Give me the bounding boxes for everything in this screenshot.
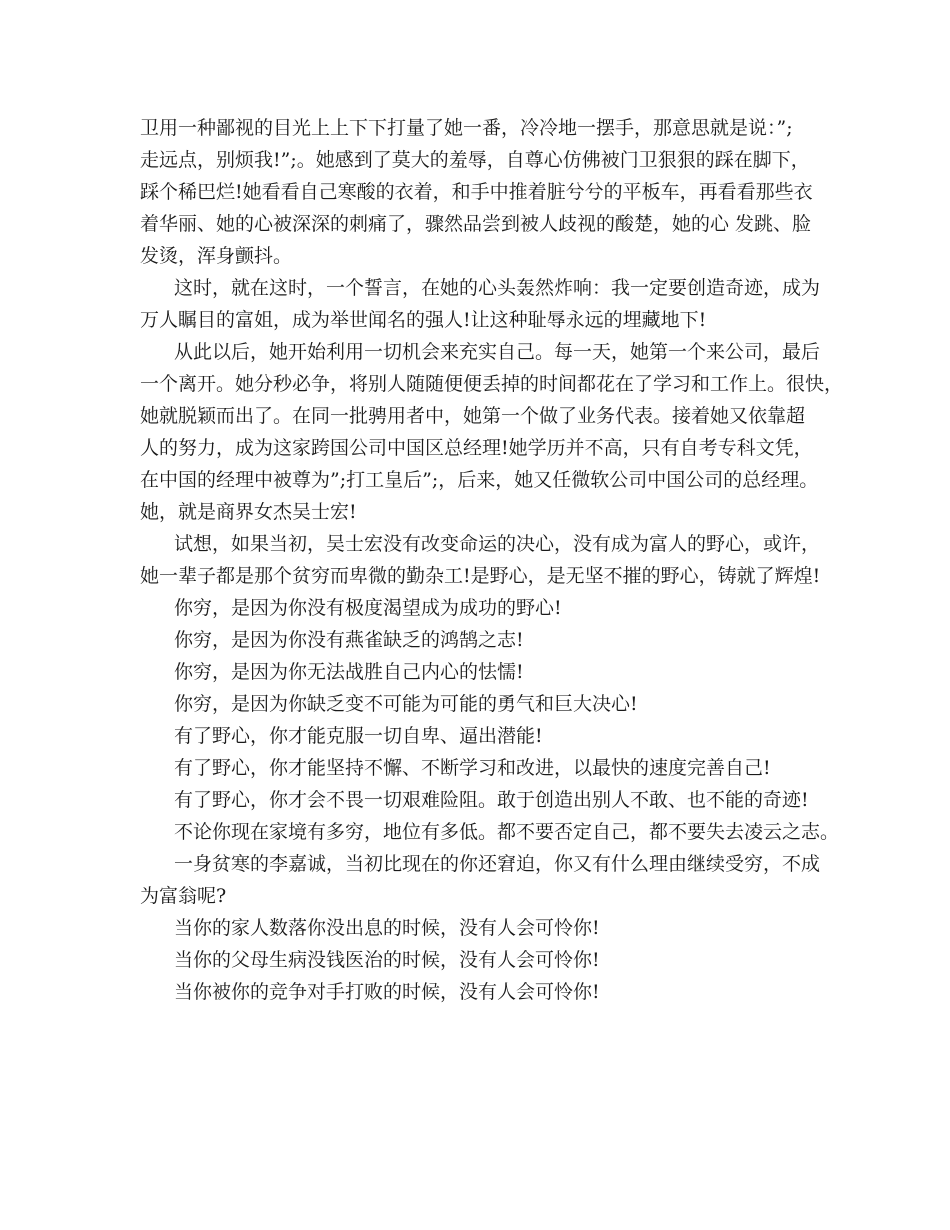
text-line: 她就脱颖而出了。在同一批骋用者中，她第一个做了业务代表。接着她又依靠超 (140, 405, 806, 427)
paragraph-start-line: 你穷，是因为你缺乏变不可能为可能的勇气和巨大决心! (174, 693, 638, 715)
text-line: 一个离开。她分秒必争，将别人随随便便丢掉的时间都花在了学习和工作上。很快， (140, 373, 844, 395)
text-line: 走远点，别烦我!”;。她感到了莫大的羞辱，自尊心仿佛被门卫狠狠的踩在脚下， (140, 149, 810, 171)
text-line: 踩个稀巴烂!她看看自己寒酸的衣着，和手中推着脏兮兮的平板车，再看看那些衣 (140, 181, 813, 203)
paragraph-start-line: 当你的父母生病没钱医治的时候，没有人会可怜你! (174, 949, 600, 971)
paragraph-start-line: 有了野心，你才能克服一切自卑、逼出潜能! (174, 725, 543, 747)
paragraph-start-line: 一身贫寒的李嘉诚，当初比现在的你还窘迫，你又有什么理由继续受穷，不成 (174, 853, 821, 875)
paragraph-start-line: 试想，如果当初，吴士宏没有改变命运的决心，没有成为富人的野心，或许， (174, 533, 821, 555)
text-line: 在中国的经理中被尊为”;打工皇后”;，后来，她又任微软公司中国公司的总经理。 (140, 469, 819, 491)
text-line: 她一辈子都是那个贫穷而卑微的勤杂工!是野心，是无坚不摧的野心，铸就了辉煌! (140, 565, 821, 587)
paragraph-start-line: 你穷，是因为你没有燕雀缺乏的鸿鹄之志! (174, 629, 524, 651)
text-line: 为富翁呢? (140, 885, 227, 907)
paragraph-start-line: 你穷，是因为你无法战胜自己内心的怯懦! (174, 661, 524, 683)
text-line: 卫用一种鄙视的目光上上下下打量了她一番，冷冷地一摆手，那意思就是说：”; (140, 117, 793, 139)
paragraph-start-line: 从此以后，她开始利用一切机会来充实自己。每一天，她第一个来公司，最后 (174, 341, 821, 363)
text-line: 人的努力，成为这家跨国公司中国区总经理!她学历并不高，只有自考专科文凭， (140, 437, 813, 459)
paragraph-start-line: 当你的家人数落你没出息的时候，没有人会可怜你! (174, 917, 600, 939)
paragraph-start-line: 这时，就在这时，一个誓言，在她的心头轰然炸响：我一定要创造奇迹，成为 (174, 277, 821, 299)
paragraph-start-line: 有了野心，你才会不畏一切艰难险阻。敢于创造出别人不敢、也不能的奇迹! (174, 789, 809, 811)
paragraph-start-line: 有了野心，你才能坚持不懈、不断学习和改进，以最快的速度完善自己! (174, 757, 771, 779)
text-line: 着华丽、她的心被深深的刺痛了，骤然品尝到被人歧视的酸楚，她的心 发跳、脸 (140, 213, 812, 235)
paragraph-start-line: 当你被你的竞争对手打败的时候，没有人会可怜你! (174, 981, 600, 1003)
paragraph-start-line: 你穷，是因为你没有极度渴望成为成功的野心! (174, 597, 562, 619)
text-line: 万人瞩目的富姐，成为举世闻名的强人!让这种耻辱永远的埋藏地下! (140, 309, 707, 331)
text-line: 她，就是商界女杰吴士宏! (140, 501, 357, 523)
paragraph-start-line: 不论你现在家境有多穷，地位有多低。都不要否定自己，都不要失去凌云之志。 (174, 821, 840, 843)
text-line: 发烫，浑身颤抖。 (140, 245, 293, 267)
document-body (140, 112, 844, 1008)
